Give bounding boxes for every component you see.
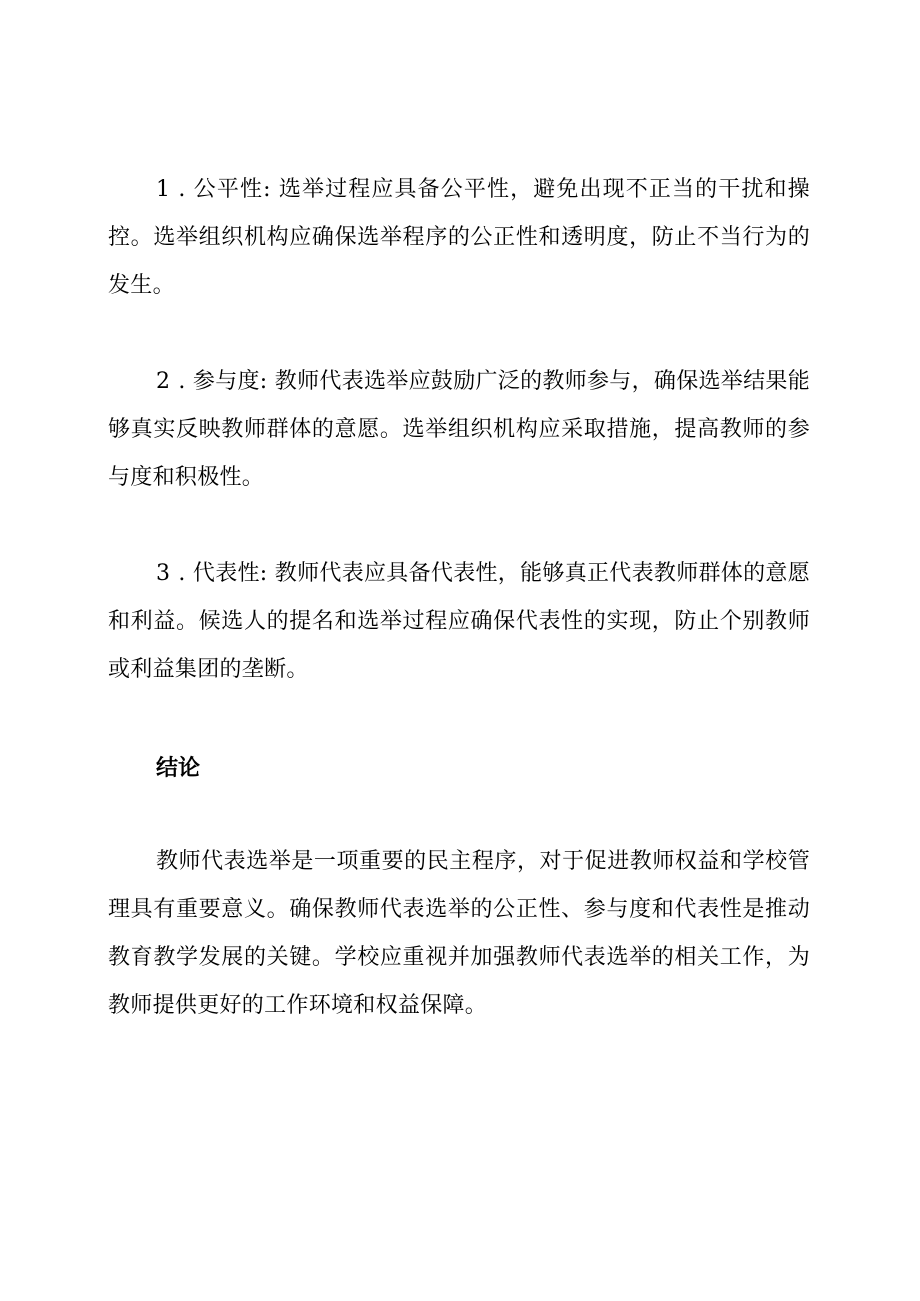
conclusion-heading: 结论 [156,756,201,781]
list-item-text: . 公平性: 选举过程应具备公平性，避免出现不正当的干扰和操控。选举组织机构应确保选举程序的公正性和透明度，防止不当行为的发生。 [108,177,810,298]
list-item-fairness [108,166,810,310]
list-item-text: . 参与度: 教师代表选举应鼓励广泛的教师参与，确保选举结果能够真实反映教师群体的意愿。选举组织机构应采取措施，提高教师的参与度和积极性。 [108,369,811,490]
list-item-participation [108,358,810,502]
list-item-number: 3 [156,561,171,586]
conclusion-paragraph: 教师代表选举是一项重要的民主程序，对于促进教师权益和学校管理具有重要意义。确保教师代表选举的公正性、参与度和代表性是推动教育教学发展的关键。学校应重视并加强教师代表选举的相关工作，为教师提供更好的工作环境和权益保障。 [108,849,810,1018]
list-item-number: 2 [156,369,171,394]
list-item-number: 1 [156,177,171,202]
list-item-text: . 代表性: 教师代表应具备代表性，能够真正代表教师群体的意愿和利益。候选人的提名和选举过程应确保代表性的实现，防止个别教师或利益集团的垄断。 [108,561,811,682]
list-item-representativeness [108,550,810,694]
